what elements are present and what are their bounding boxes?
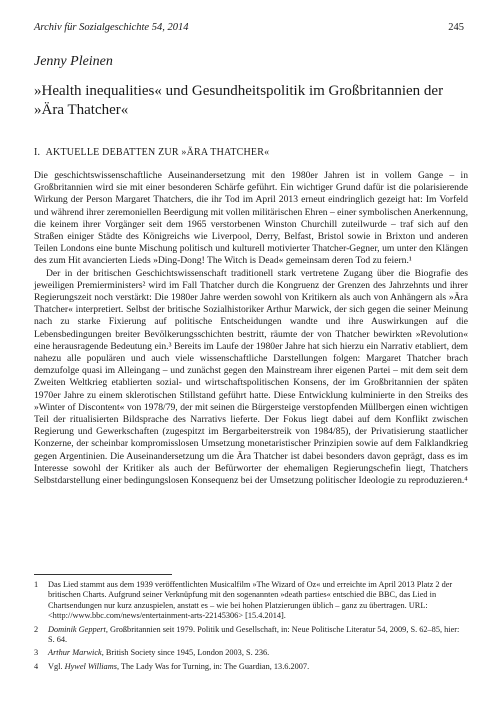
article-title: »Health inequalities« und Gesundheitspolitik im Großbritannien der »Ära Thatcher« <box>34 83 444 118</box>
section-number: I. <box>34 147 41 158</box>
footnote-text: , Großbritannien seit 1979. Politik und Gesellschaft, in: Neue Politische Literatur 54, 2009, S. 62–85, hier: S. 64. <box>48 624 460 645</box>
paragraph: Der in der britischen Geschichtswissenschaft traditionell stark vertretene Zugang über die Biografie des jeweiligen Premierministers² wird im Fall Thatcher durch die Kongruenz der Grenzen des Jahrzehnts und ihrer Regierungszeit noch verstärkt: Die 1980er Jahre werden sowohl von Kritikern als auch von Anhängern als »Ära Thatcher« interpretiert. Selbst der britische Sozialhistoriker Arthur Marwick, der sich gegen die seiner Meinung nach zu starke Fixierung auf politische Entscheidungen wandte und ihre Auswirkungen auf die Lebensbedingungen breiter Bevölkerungsschichten bestritt, räumte der von Thatcher bewirkten »Revolution« eine herausragende Bedeutung ein.³ Bereits im Laufe der 1980er Jahre hat sich hierzu ein Narrativ etabliert, dem nahezu alle populären und auch viele wissenschaftliche Darstellungen folgen: Margaret Thatcher brach demzufolge quasi im Alleingang – und zunächst gegen den Mainstream ihrer eigenen Partei – mit dem seit dem Zweiten Weltkrieg etablierten sozial- und wirtschaftspolitischen Konsens, der im Großbritannien der späten 1970er Jahre zu einem sklerotischen Stillstand geführt hatte. Diese Entwicklung kulminierte in den Streiks des »Winter of Discontent« von 1978/79, der mit seinen die Bürgersteige verstopfenden Müllbergen einen wichtigen Teil der ritualisierten Bildsprache des Narrativs lieferte. Der Fokus liegt dabei auf dem Konflikt zwischen Regierung und Gewerkschaften (zugespitzt im Bergarbeiterstreik von 1984/85), der Privatisierung staatlicher Konzerne, der scheinbar kompromisslosen Umsetzung monetaristischer Prinzipien sowie auf dem Falklandkrieg gegen Argentinien. Die Auseinandersetzung um die Ära Thatcher ist dabei besonders davon geprägt, dass es im Interesse sowohl der Kritiker als auch der Befürworter der ehemaligen Regierungschefin liegt, Thatchers Selbstdarstellung einer bedingungslosen Konsequenz bei der Umsetzung politischer Ideologie zu reproduzieren.⁴ <box>34 267 468 487</box>
footnote-number: 2 <box>34 624 39 634</box>
footnote <box>34 580 468 622</box>
section-heading <box>34 147 269 158</box>
paragraph: Die geschichtswissenschaftliche Auseinandersetzung mit den 1980er Jahren ist in vollem Gange – in Großbritannien wird sie mit einer besonderen Schärfe geführt. Ein wichtiger Grund dafür ist die polarisierende Wirkung der Person Margaret Thatchers, die ihr Tod im April 2013 erneut eindringlich gezeigt hat: Im Vorfeld und während ihrer zeremoniellen Beerdigung mit vollen militärischen Ehren – einer symbolischen Anerkennung, die keinem ihrer Vorgänger seit dem 1965 verstorbenen Winston Churchill zuteilwurde – traf sich auf den Straßen einiger Städte des Königreichs wie Liverpool, Derry, Belfast, Bristol sowie in Brixton und anderen Teilen Londons eine bunte Mischung politisch und kulturell motivierter Thatcher-Gegner, um unter den Klängen des zum Hit avancierten Lieds »Ding-Dong! The Witch is Dead« gemeinsam deren Tod zu feiern.¹ <box>34 170 468 267</box>
page-number: 245 <box>448 22 464 33</box>
footnotes <box>34 580 468 675</box>
footnote-text: , British Society since 1945, London 2003, S. 236. <box>101 648 270 658</box>
footnote <box>34 625 468 646</box>
running-head-journal: Archiv für Sozialgeschichte 54, 2014 <box>34 22 189 33</box>
footnote-number: 4 <box>34 661 39 671</box>
footnote-text: Das Lied stammt aus dem 1939 veröffentlichten Musicalfilm »The Wizard of Oz« und erreichte im April 2013 Platz 2 der britischen Charts. Aufgrund seiner Verknüpfung mit den sogenannten »death parties« entschied die BBC, das Lied in Chartsendungen nur kurz anzuspielen, anstatt es – wie bei hohen Platzierungen üblich – ganz zu übertragen. URL: <http://www.bbc.com/news/entertainment-arts-22145306> [15.4.2014]. <box>48 580 453 621</box>
footnote-author: Dominik Geppert <box>48 624 106 634</box>
footnote <box>34 662 468 672</box>
footnote-number: 3 <box>34 648 39 658</box>
footnote-number: 1 <box>34 580 39 589</box>
body-text <box>34 170 468 487</box>
footnote-separator <box>34 574 172 575</box>
footnote <box>34 648 468 658</box>
footnote-text: , The Lady Was for Turning, in: The Guardian, 13.6.2007. <box>116 661 310 671</box>
section-title: AKTUELLE DEBATTEN ZUR »ÄRA THATCHER« <box>45 147 270 158</box>
article-author: Jenny Pleinen <box>34 54 113 69</box>
footnote-prefix: Vgl. <box>48 661 65 671</box>
footnote-author: Hywel Williams <box>64 661 117 671</box>
footnote-author: Arthur Marwick <box>48 648 102 658</box>
